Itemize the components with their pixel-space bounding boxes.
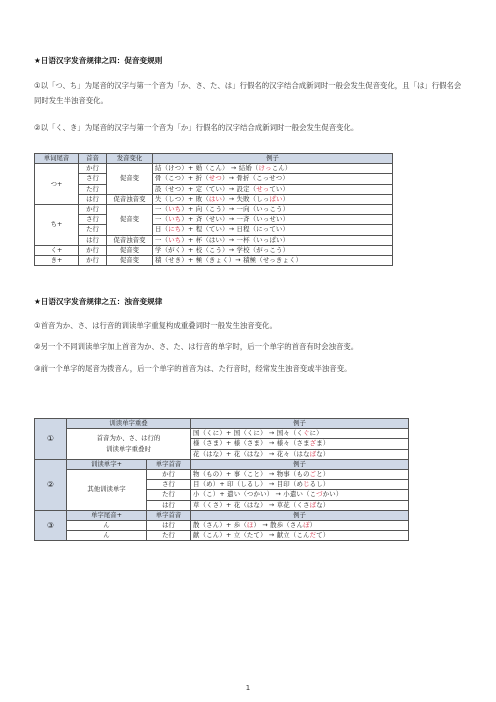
sokuon-change: 促音变 [107,164,153,195]
example-text: ） → 散歩（さん [253,520,304,529]
rendaku-r2-first: は行 [147,500,191,510]
section5-paragraph-3: ③前一个单字的尾音为拨音ん，后一个单字的首音为は、た行音时，经常发生浊音变或半浊音变。 [34,364,352,373]
page-number: 1 [245,684,251,692]
rendaku-r2-header [35,459,409,469]
rendaku-r3-header [35,510,409,520]
sokuon-first: た行 [79,225,107,235]
example-text: ）→ 失敗（しっ [222,194,270,203]
sokuon-tail: つ+ [35,164,79,205]
example-text: 結（けつ）+ 婚（こん） [155,164,229,173]
sokuon-example [153,184,393,194]
rendaku-r3-tail: ん [67,531,147,541]
example-text: ） [309,520,317,529]
sokuon-example [153,255,393,265]
rendaku-r1-desc [67,429,191,460]
rendaku-r3-header-1: 单字尾音+ [67,510,147,520]
sokuon-example [153,204,393,214]
highlight-kana: ぱい [269,194,283,203]
highlight-kana: せつ [208,174,222,183]
section4-paragraph-2: ②以「く、き」为尾音的汉字与第一个音为「か」行假名的汉字结合成新词时一般会发生促音变化。 [34,123,359,132]
example-text: こん） [271,164,292,173]
sokuon-row [35,194,393,204]
highlight-kana: けっ [258,164,272,173]
highlight-kana: はい [208,194,223,203]
highlight-kana: ぽ [303,520,310,529]
example-text: ）→ 骨折（こっせつ） [221,174,289,183]
sokuon-row [35,255,393,265]
rendaku-r1-desc-1: 首音为か、さ、は行的 [96,433,161,442]
example-text: 花（はな）+ 花（はな） → 花々（はな [193,449,310,458]
example-text: てい） [269,184,290,193]
rendaku-r2-example [191,500,409,510]
sokuon-example [153,215,393,225]
rendaku-table [34,418,409,541]
rendaku-r3-header-2: 单字首音 [147,510,191,520]
rendaku-r3-example [191,531,409,541]
example-text: 日（ [155,225,169,234]
example-text: ）+ 向（こう）→ 一向（いっこう） [181,205,290,214]
rendaku-r2-example [191,480,409,490]
sokuon-example [153,235,393,245]
highlight-kana: ば [309,500,317,509]
highlight-kana: ざ [309,439,317,448]
sokuon-first: か行 [79,255,107,265]
sokuon-row [35,215,393,225]
rendaku-r1-header-1: 训读单字重叠 [67,419,191,429]
highlight-kana: いち [168,205,182,214]
rendaku-r3-example [191,520,409,530]
example-text: 小（こ）+ 遣い（つかい） → 小遣い（こ [193,490,317,499]
highlight-kana: いち [168,215,182,224]
sokuon-header-2: 发音变化 [107,154,153,164]
highlight-kana: にち [168,225,182,234]
example-text: 草（くさ）+ 花（はな） → 草花（くさ [193,500,310,509]
example-text: 設（せつ）+ 定（てい）→ 設定（ [155,184,257,193]
sokuon-first: か行 [79,164,107,174]
example-text: て） [316,531,330,540]
example-text: ）+ 斉（せい）→ 一斉（いっせい） [181,215,290,224]
sokuon-change: 促音浊音变 [107,235,153,245]
rendaku-r2-header-2: 单字首音 [147,459,191,469]
example-text: ）+ 杯（はい）→ 一杯（いっぱい） [181,235,290,244]
sokuon-row [35,204,393,214]
rendaku-r3-tail: ん [67,520,147,530]
highlight-kana: じ [303,480,310,489]
example-text: な） [316,449,330,458]
example-text: 様（さま）+ 様（さま） → 様々（さま [193,439,310,448]
example-text: 積（せき）+ 極（きょく）→ 積極（せっきょく） [155,255,303,264]
sokuon-tail: く+ [35,245,79,255]
highlight-kana: ば [309,449,317,458]
rendaku-r1-header-2: 例子 [191,419,409,429]
example-text: 骨（こつ）+ 折（ [155,174,209,183]
sokuon-change: 促音变 [107,245,153,255]
rendaku-r2-first: た行 [147,490,191,500]
highlight-kana: だ [309,531,317,540]
highlight-kana: ご [309,470,317,479]
sokuon-row [35,184,393,194]
sokuon-header-0: 单词尾音 [35,154,79,164]
example-text: 国（くに）+ 国（くに） → 国々（く [193,429,304,438]
rendaku-r1-desc-2: 训读单字重叠时 [106,444,151,453]
section4-heading: ★日语汉字发音规律之四：促音变规则 [34,56,163,65]
example-text: 一（ [155,235,169,244]
example-text: と） [316,470,330,479]
highlight-kana: ぐ [303,429,310,438]
example-text: かい） [322,490,343,499]
example-text: な） [316,500,330,509]
sokuon-table [34,153,393,266]
sokuon-first: さ行 [79,215,107,225]
sokuon-first: さ行 [79,174,107,184]
sokuon-first: た行 [79,184,107,194]
sokuon-row [35,174,393,184]
example-text: 失（しつ）+ 敗（ [155,194,209,203]
highlight-kana: せっ [256,184,270,193]
rendaku-r3-number: ③ [35,510,67,541]
rendaku-r2-first: さ行 [147,480,191,490]
sokuon-row [35,245,393,255]
sokuon-header-1: 首音 [79,154,107,164]
rendaku-r2-number: ② [35,459,67,510]
example-text: ） [282,194,290,203]
sokuon-header-3: 例子 [153,154,393,164]
sokuon-example [153,245,393,255]
example-text: に） [309,429,323,438]
sokuon-example [153,164,393,174]
rendaku-r1-example [191,449,409,459]
rendaku-r2-header-3: 例子 [191,459,409,469]
highlight-kana: いち [168,235,182,244]
rendaku-r2-example [191,490,409,500]
sokuon-example [153,225,393,235]
rendaku-r1-example [191,439,409,449]
sokuon-row [35,164,393,174]
sokuon-example [153,174,393,184]
example-text: ま） [316,439,330,448]
sokuon-first: は行 [79,194,107,204]
section4-paragraph-1: ①以「つ、ち」为尾音的汉字与第一个音为「か、さ、た、は」行假名的汉字结合成新词时一般会发生促音变化，且「は」行假名会同时发生半浊音变化。 [34,81,462,105]
example-text: 散（さん）+ 歩（ [193,520,247,529]
example-text: 目（め）+ 印（しるし） → 目印（め [193,480,304,489]
sokuon-example [153,194,393,204]
rendaku-r3-first: た行 [147,531,191,541]
rendaku-r2-header-1: 训读单字+ [67,459,147,469]
rendaku-r2-example [191,469,409,479]
sokuon-first: か行 [79,245,107,255]
example-text: るし） [309,480,330,489]
rendaku-r3-header-3: 例子 [191,510,409,520]
highlight-kana: ほ [246,520,254,529]
sokuon-first: か行 [79,204,107,214]
sokuon-tail: ち+ [35,204,79,245]
sokuon-change: 促音变 [107,204,153,235]
sokuon-row [35,225,393,235]
example-text: 物（もの）+ 事（こと） → 物事（もの [193,470,310,479]
example-text: 学（がく）+ 校（こう）→ 学校（がっこう） [155,245,290,254]
section5-paragraph-1: ①首音为か、さ、は行音的训读单字重复构成重叠词时一般发生浊音变化。 [34,321,277,330]
example-text: ）+ 程（てい）→ 日程（にってい） [181,225,290,234]
highlight-kana: づ [316,490,323,499]
section5-heading: ★日语汉字发音规律之五：浊音变规律 [34,297,163,306]
section5-paragraph-2: ②另一个不同训读单字加上首音为か、さ、た、は行音的单字时，后一个单字的首音有时会浊音变。 [34,342,359,351]
rendaku-r1-header [35,419,409,429]
example-text: 一（ [155,215,169,224]
rendaku-r3-first: は行 [147,520,191,530]
rendaku-r2-desc: 其他训读单字 [67,469,147,510]
rendaku-r1-number: ① [35,419,67,460]
rendaku-r1-example [191,429,409,439]
sokuon-first: は行 [79,235,107,245]
sokuon-row [35,235,393,245]
rendaku-r2-first: か行 [147,469,191,479]
example-text: 結婚（ [238,164,259,173]
sokuon-change: 促音浊音变 [107,194,153,204]
sokuon-change: 促音变 [107,255,153,265]
example-text: → [228,164,239,173]
sokuon-header-row [35,154,393,164]
sokuon-tail: き+ [35,255,79,265]
example-text: 一（ [155,205,169,214]
example-text: 献（こん）+ 立（たて） → 献立（こん [193,531,310,540]
